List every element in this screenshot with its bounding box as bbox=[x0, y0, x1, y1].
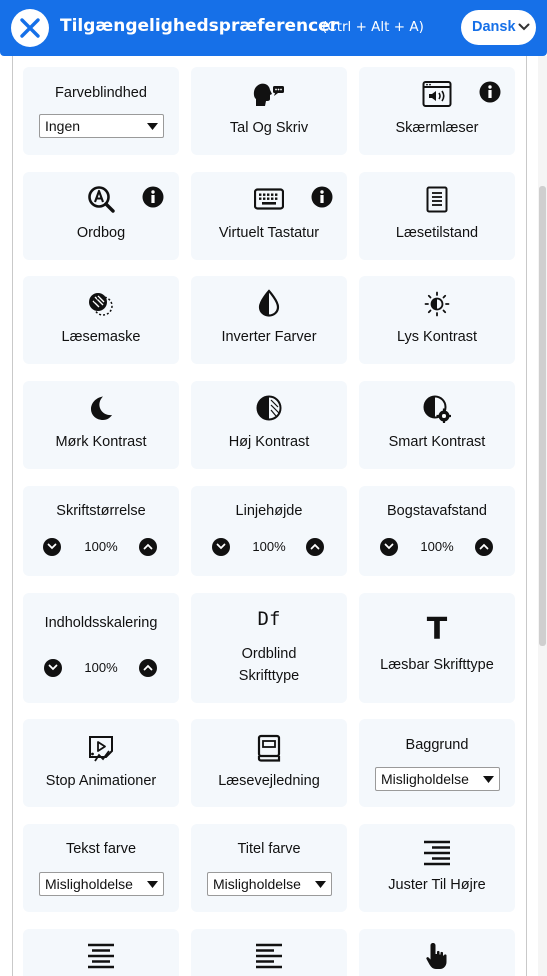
content-scaling-label: Indholdsskalering bbox=[44, 615, 158, 631]
dyslexia-font-label-line2: Skrifttype bbox=[238, 668, 300, 684]
language-select[interactable] bbox=[461, 10, 536, 45]
smart-contrast-icon bbox=[423, 395, 451, 423]
increase-button[interactable] bbox=[139, 538, 157, 556]
chevron-up-icon bbox=[143, 664, 153, 671]
dictionary-button[interactable] bbox=[23, 172, 179, 260]
keyboard-icon bbox=[254, 188, 284, 210]
font-size-value: 100% bbox=[84, 539, 118, 554]
align-center-button[interactable] bbox=[23, 929, 179, 976]
screen-reader-button[interactable] bbox=[359, 67, 515, 155]
background-color-card bbox=[359, 719, 515, 807]
color-blind-value: Ingen bbox=[45, 118, 81, 134]
color-blind-select[interactable] bbox=[39, 114, 164, 138]
chevron-up-icon bbox=[143, 543, 153, 550]
color-blind-label: Farveblindhed bbox=[55, 85, 147, 101]
text-color-card bbox=[23, 824, 179, 912]
dictionary-search-icon bbox=[87, 185, 115, 213]
keyboard-shortcut: (Ctrl + Alt + A) bbox=[322, 19, 424, 35]
readable-font-button[interactable] bbox=[359, 593, 515, 703]
document-icon bbox=[426, 186, 448, 213]
hand-pointer-icon bbox=[425, 941, 449, 971]
talk-and-type-button[interactable] bbox=[191, 67, 347, 155]
content-scaling-stepper bbox=[23, 659, 179, 679]
content-scaling-value: 100% bbox=[84, 660, 118, 675]
virtual-keyboard-label: Virtuelt Tastatur bbox=[218, 225, 320, 241]
reading-mask-button[interactable] bbox=[23, 276, 179, 364]
reading-guide-label: Læsevejledning bbox=[218, 773, 320, 789]
readable-font-label: Læsbar Skrifttype bbox=[380, 657, 494, 673]
scrollbar-thumb[interactable] bbox=[539, 186, 546, 646]
title-color-select[interactable] bbox=[207, 872, 332, 896]
invert-colors-button[interactable] bbox=[191, 276, 347, 364]
font-size-stepper bbox=[23, 538, 179, 558]
chevron-down-icon bbox=[518, 23, 530, 31]
increase-button[interactable] bbox=[139, 659, 157, 677]
letter-spacing-label: Bogstavafstand bbox=[387, 503, 487, 519]
preferences-panel bbox=[12, 56, 527, 976]
reading-mask-label: Læsemaske bbox=[61, 329, 141, 345]
reading-mask-icon bbox=[87, 291, 115, 317]
talk-and-type-label: Tal Og Skriv bbox=[229, 120, 309, 136]
chevron-up-icon bbox=[310, 543, 320, 550]
screen-reader-label: Skærmlæser bbox=[395, 120, 479, 136]
dyslexia-font-label-line1: Ordblind bbox=[241, 646, 297, 662]
text-color-label: Tekst farve bbox=[65, 841, 137, 857]
stop-animations-button[interactable] bbox=[23, 719, 179, 807]
header-bar bbox=[0, 0, 547, 56]
screen-reader-icon bbox=[422, 80, 452, 108]
dyslexia-font-button[interactable] bbox=[191, 593, 347, 703]
text-color-select[interactable] bbox=[39, 872, 164, 896]
reading-guide-button[interactable] bbox=[191, 719, 347, 807]
page-title: Tilgængelighedspræferencer bbox=[60, 16, 339, 36]
smart-contrast-button[interactable] bbox=[359, 381, 515, 469]
close-icon bbox=[19, 17, 41, 39]
chevron-up-icon bbox=[479, 543, 489, 550]
line-height-card bbox=[191, 486, 347, 576]
big-cursor-button[interactable] bbox=[359, 929, 515, 976]
smart-contrast-label: Smart Kontrast bbox=[388, 434, 486, 450]
light-contrast-button[interactable] bbox=[359, 276, 515, 364]
title-color-card bbox=[191, 824, 347, 912]
font-size-card bbox=[23, 486, 179, 576]
dropdown-arrow-icon bbox=[483, 776, 494, 783]
reading-mode-label: Læsetilstand bbox=[395, 225, 479, 241]
reading-guide-icon bbox=[256, 734, 282, 762]
dropdown-arrow-icon bbox=[147, 881, 158, 888]
stop-animation-icon bbox=[87, 734, 115, 762]
title-color-value: Misligholdelse bbox=[213, 876, 301, 892]
font-size-label: Skriftstørrelse bbox=[56, 503, 146, 519]
align-right-button[interactable] bbox=[359, 824, 515, 912]
line-height-value: 100% bbox=[252, 539, 286, 554]
align-center-icon bbox=[87, 943, 115, 969]
moon-icon bbox=[89, 395, 113, 421]
virtual-keyboard-button[interactable] bbox=[191, 172, 347, 260]
letter-spacing-card bbox=[359, 486, 515, 576]
stop-animations-label: Stop Animationer bbox=[45, 773, 157, 789]
language-label: Dansk bbox=[472, 19, 516, 35]
close-button[interactable] bbox=[11, 9, 49, 47]
letter-spacing-value: 100% bbox=[420, 539, 454, 554]
scrollbar[interactable] bbox=[538, 56, 547, 976]
content-scaling-card bbox=[23, 593, 179, 703]
line-height-stepper bbox=[191, 538, 347, 558]
line-height-label: Linjehøjde bbox=[235, 503, 303, 519]
info-icon[interactable] bbox=[479, 81, 501, 103]
align-left-icon bbox=[255, 943, 283, 969]
letter-spacing-stepper bbox=[359, 538, 515, 558]
high-contrast-label: Høj Kontrast bbox=[228, 434, 310, 450]
info-icon[interactable] bbox=[142, 186, 164, 208]
info-icon[interactable] bbox=[311, 186, 333, 208]
sun-contrast-icon bbox=[424, 291, 450, 317]
background-color-value: Misligholdelse bbox=[381, 771, 469, 787]
align-right-icon bbox=[423, 840, 451, 866]
dark-contrast-button[interactable] bbox=[23, 381, 179, 469]
align-right-label: Juster Til Højre bbox=[388, 877, 486, 893]
increase-button[interactable] bbox=[475, 538, 493, 556]
color-blind-card bbox=[23, 67, 179, 155]
background-color-label: Baggrund bbox=[405, 737, 469, 753]
high-contrast-button[interactable] bbox=[191, 381, 347, 469]
background-color-select[interactable] bbox=[375, 767, 500, 791]
speaking-head-icon bbox=[252, 82, 286, 108]
dictionary-label: Ordbog bbox=[76, 225, 126, 241]
text-color-value: Misligholdelse bbox=[45, 876, 133, 892]
dyslexia-font-icon: Df bbox=[257, 608, 281, 630]
dark-contrast-label: Mørk Kontrast bbox=[55, 434, 147, 450]
light-contrast-label: Lys Kontrast bbox=[396, 329, 478, 345]
invert-colors-label: Inverter Farver bbox=[221, 329, 317, 345]
readable-font-icon: T bbox=[426, 612, 448, 647]
align-left-button[interactable] bbox=[191, 929, 347, 976]
reading-mode-button[interactable] bbox=[359, 172, 515, 260]
dropdown-arrow-icon bbox=[147, 123, 158, 130]
increase-button[interactable] bbox=[306, 538, 324, 556]
invert-drop-icon bbox=[258, 289, 280, 317]
high-contrast-icon bbox=[256, 395, 282, 421]
title-color-label: Titel farve bbox=[237, 841, 301, 857]
dropdown-arrow-icon bbox=[315, 881, 326, 888]
